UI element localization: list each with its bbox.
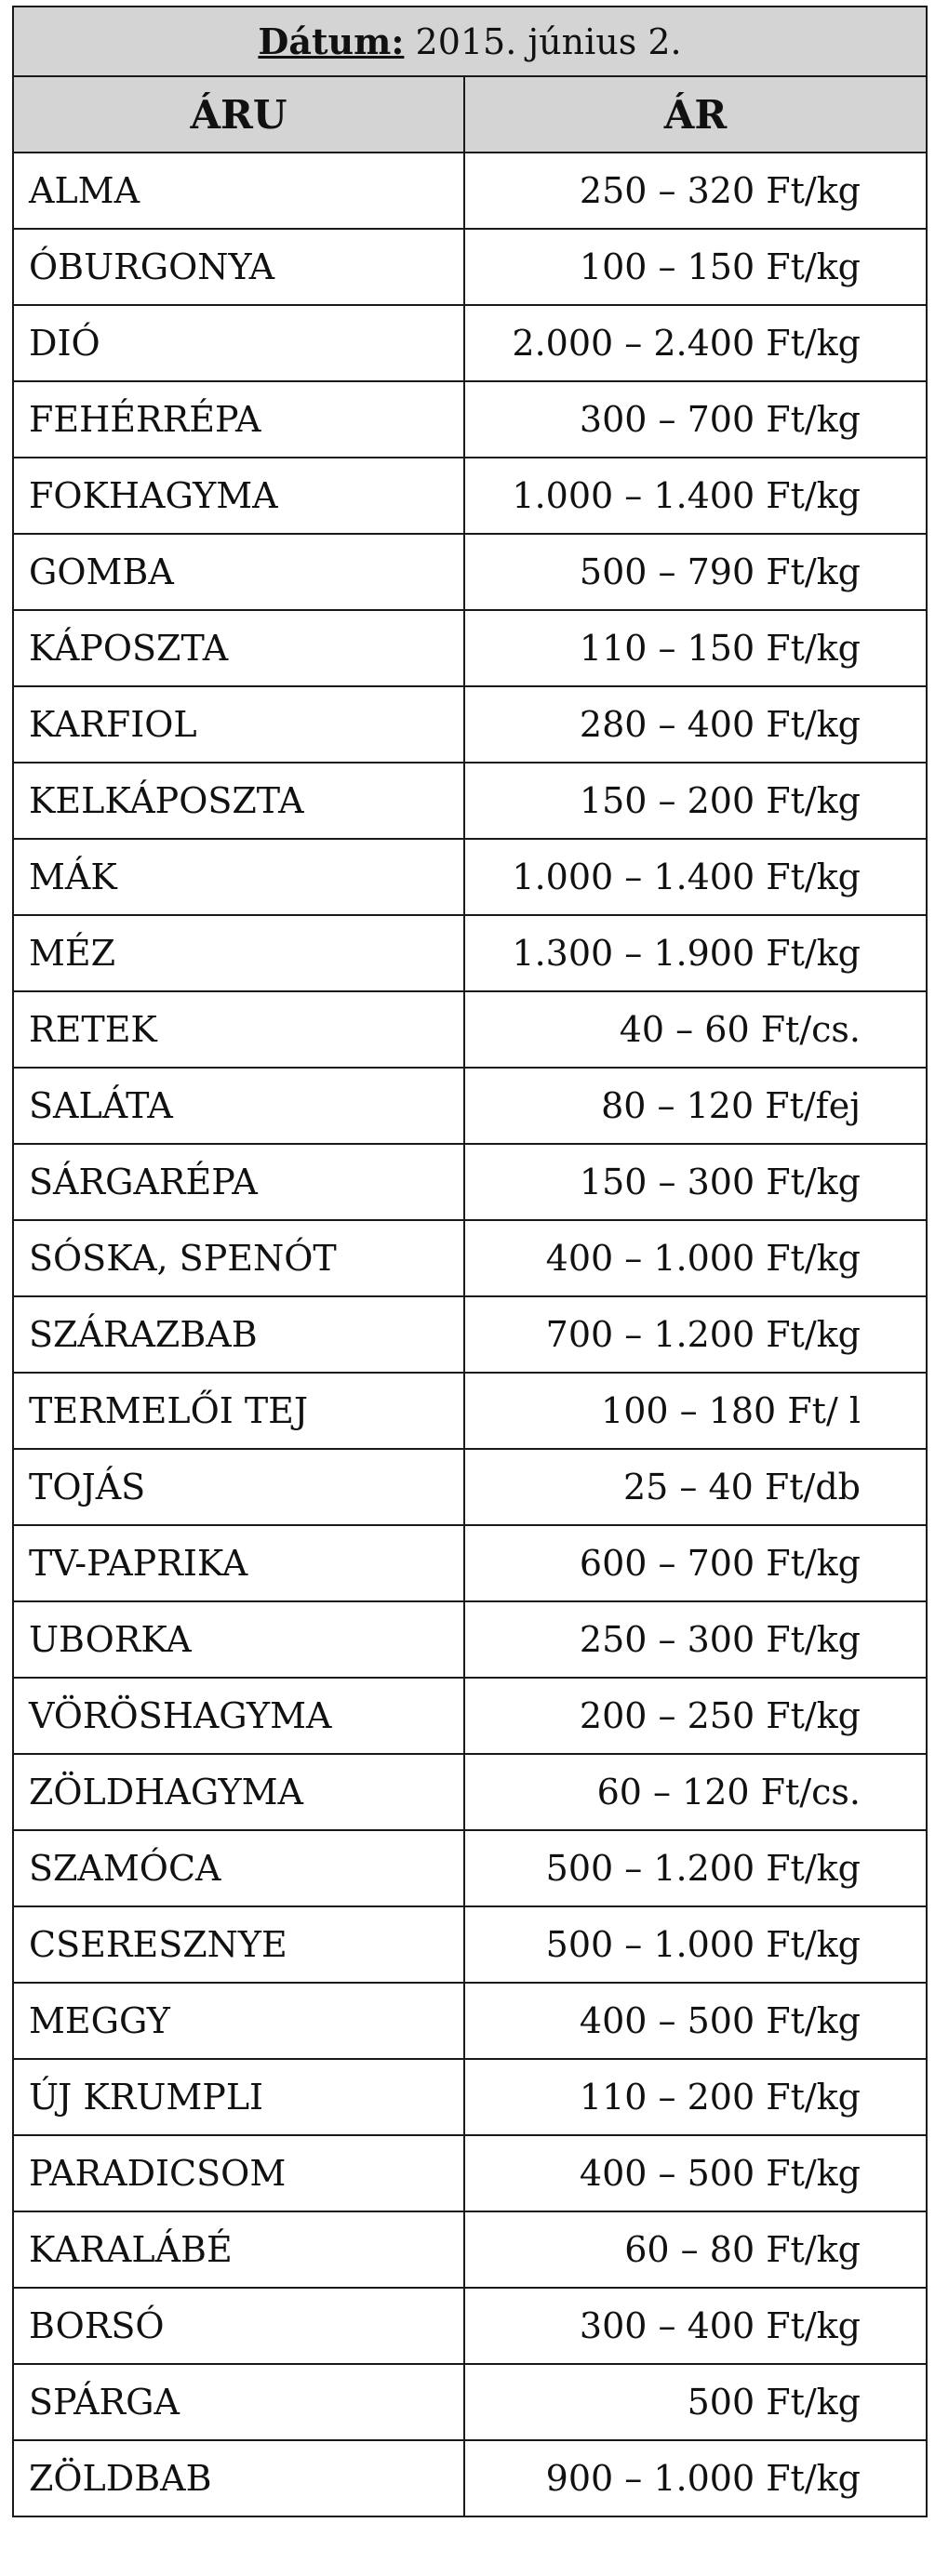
table-row <box>13 2288 927 2364</box>
item-price-cell: 500 Ft/kg <box>464 2364 927 2440</box>
item-name-cell: MÉZ <box>13 915 464 991</box>
table-row <box>13 991 927 1068</box>
table-row <box>13 610 927 686</box>
table-row <box>13 763 927 839</box>
item-name-cell: ÓBURGONYA <box>13 229 464 305</box>
item-price-cell: 400 – 1.000 Ft/kg <box>464 1220 927 1296</box>
item-price-cell: 280 – 400 Ft/kg <box>464 686 927 763</box>
item-price-cell: 500 – 1.000 Ft/kg <box>464 1906 927 1983</box>
item-name-cell: VÖRÖSHAGYMA <box>13 1678 464 1754</box>
item-price-cell: 2.000 – 2.400 Ft/kg <box>464 305 927 381</box>
table-row <box>13 915 927 991</box>
item-price-cell: 40 – 60 Ft/cs. <box>464 991 927 1068</box>
date-cell <box>13 7 927 76</box>
item-name-cell: SÁRGARÉPA <box>13 1144 464 1220</box>
table-row <box>13 1373 927 1449</box>
item-price-cell: 1.300 – 1.900 Ft/kg <box>464 915 927 991</box>
item-name-cell: FOKHAGYMA <box>13 458 464 534</box>
column-header-item: ÁRU <box>13 76 464 153</box>
item-name-cell: KARFIOL <box>13 686 464 763</box>
item-name-cell: SÓSKA, SPENÓT <box>13 1220 464 1296</box>
item-name-cell: KARALÁBÉ <box>13 2211 464 2288</box>
table-row <box>13 381 927 458</box>
table-row <box>13 1678 927 1754</box>
item-price-cell: 80 – 120 Ft/fej <box>464 1068 927 1144</box>
item-price-cell: 250 – 320 Ft/kg <box>464 153 927 229</box>
item-price-cell: 1.000 – 1.400 Ft/kg <box>464 458 927 534</box>
table-row <box>13 1754 927 1830</box>
item-name-cell: DIÓ <box>13 305 464 381</box>
item-name-cell: ÚJ KRUMPLI <box>13 2059 464 2135</box>
table-row <box>13 1068 927 1144</box>
table-row <box>13 2059 927 2135</box>
table-row <box>13 305 927 381</box>
item-name-cell: MEGGY <box>13 1983 464 2059</box>
item-name-cell: RETEK <box>13 991 464 1068</box>
date-row <box>13 7 927 76</box>
item-price-cell: 300 – 400 Ft/kg <box>464 2288 927 2364</box>
item-price-cell: 500 – 1.200 Ft/kg <box>464 1830 927 1906</box>
item-price-cell: 150 – 300 Ft/kg <box>464 1144 927 1220</box>
item-price-cell: 250 – 300 Ft/kg <box>464 1601 927 1678</box>
table-row <box>13 2364 927 2440</box>
item-price-cell: 110 – 200 Ft/kg <box>464 2059 927 2135</box>
item-price-cell: 600 – 700 Ft/kg <box>464 1525 927 1601</box>
date-value: 2015. június 2. <box>415 21 682 62</box>
item-price-cell: 400 – 500 Ft/kg <box>464 1983 927 2059</box>
item-name-cell: KELKÁPOSZTA <box>13 763 464 839</box>
item-name-cell: TOJÁS <box>13 1449 464 1525</box>
item-name-cell: TV-PAPRIKA <box>13 1525 464 1601</box>
item-price-cell: 25 – 40 Ft/db <box>464 1449 927 1525</box>
table-row <box>13 1144 927 1220</box>
table-row <box>13 1525 927 1601</box>
item-name-cell: SZÁRAZBAB <box>13 1296 464 1373</box>
item-name-cell: MÁK <box>13 839 464 915</box>
item-name-cell: UBORKA <box>13 1601 464 1678</box>
table-row <box>13 2440 927 2516</box>
item-price-cell: 1.000 – 1.400 Ft/kg <box>464 839 927 915</box>
item-name-cell: ZÖLDBAB <box>13 2440 464 2516</box>
item-price-cell: 500 – 790 Ft/kg <box>464 534 927 610</box>
item-name-cell: ALMA <box>13 153 464 229</box>
item-name-cell: PARADICSOM <box>13 2135 464 2211</box>
item-price-cell: 60 – 120 Ft/cs. <box>464 1754 927 1830</box>
table-row <box>13 839 927 915</box>
item-price-cell: 110 – 150 Ft/kg <box>464 610 927 686</box>
item-price-cell: 300 – 700 Ft/kg <box>464 381 927 458</box>
table-row <box>13 534 927 610</box>
item-name-cell: SALÁTA <box>13 1068 464 1144</box>
table-row <box>13 1830 927 1906</box>
item-price-cell: 400 – 500 Ft/kg <box>464 2135 927 2211</box>
item-price-cell: 200 – 250 Ft/kg <box>464 1678 927 1754</box>
item-name-cell: SPÁRGA <box>13 2364 464 2440</box>
item-price-cell: 100 – 150 Ft/kg <box>464 229 927 305</box>
item-price-cell: 700 – 1.200 Ft/kg <box>464 1296 927 1373</box>
table-row <box>13 229 927 305</box>
column-header-row <box>13 76 927 153</box>
table-row <box>13 1220 927 1296</box>
item-name-cell: ZÖLDHAGYMA <box>13 1754 464 1830</box>
item-name-cell: TERMELŐI TEJ <box>13 1373 464 1449</box>
table-row <box>13 1906 927 1983</box>
table-row <box>13 153 927 229</box>
column-header-price: ÁR <box>464 76 927 153</box>
item-name-cell: BORSÓ <box>13 2288 464 2364</box>
table-row <box>13 2135 927 2211</box>
item-price-cell: 60 – 80 Ft/kg <box>464 2211 927 2288</box>
item-name-cell: FEHÉRRÉPA <box>13 381 464 458</box>
item-name-cell: SZAMÓCA <box>13 1830 464 1906</box>
item-price-cell: 150 – 200 Ft/kg <box>464 763 927 839</box>
table-row <box>13 1449 927 1525</box>
item-price-cell: 900 – 1.000 Ft/kg <box>464 2440 927 2516</box>
table-row <box>13 1983 927 2059</box>
table-row <box>13 2211 927 2288</box>
price-table <box>12 6 928 2517</box>
item-name-cell: CSERESZNYE <box>13 1906 464 1983</box>
item-price-cell: 100 – 180 Ft/ l <box>464 1373 927 1449</box>
item-name-cell: GOMBA <box>13 534 464 610</box>
table-row <box>13 458 927 534</box>
table-row <box>13 1601 927 1678</box>
date-label: Dátum: <box>258 20 405 62</box>
item-name-cell: KÁPOSZTA <box>13 610 464 686</box>
table-row <box>13 686 927 763</box>
table-row <box>13 1296 927 1373</box>
